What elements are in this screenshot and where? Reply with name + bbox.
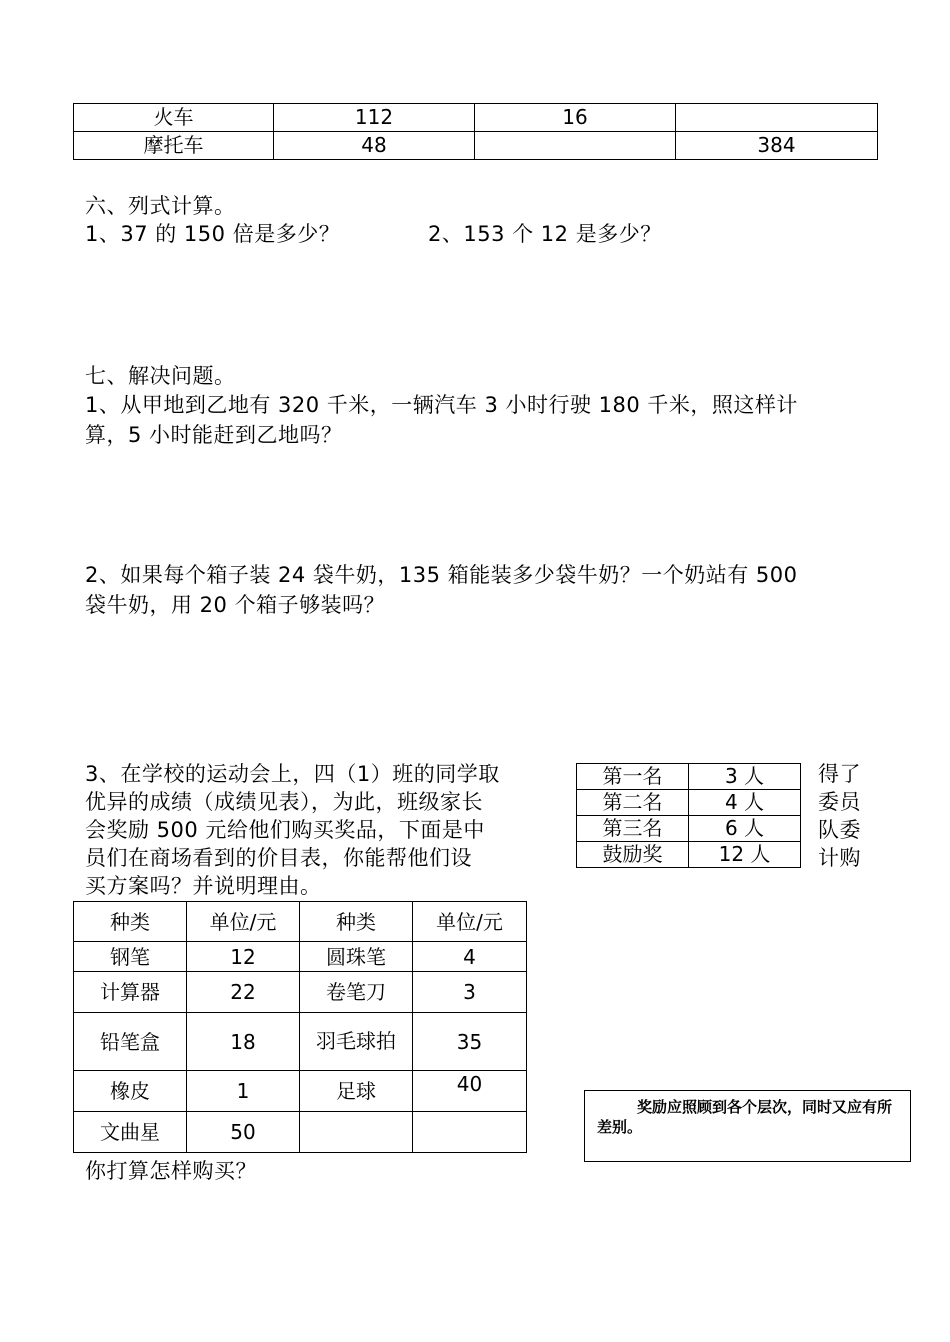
table-row — [74, 972, 527, 1013]
table-cell: 第一名 — [577, 764, 689, 790]
table-cell — [475, 132, 676, 160]
tip-text: 奖励应照顾到各个层次，同时又应有所差别。 — [597, 1098, 893, 1136]
table-row — [577, 764, 801, 790]
table-cell: 铅笔盒 — [74, 1013, 187, 1071]
table-cell: 火车 — [74, 104, 274, 132]
table-cell: 足球 — [300, 1071, 413, 1112]
price-list-table — [73, 901, 527, 1153]
table-cell: 48 — [274, 132, 475, 160]
table-cell: 圆珠笔 — [300, 942, 413, 972]
table-cell — [676, 104, 878, 132]
table-cell: 18 — [187, 1013, 300, 1071]
table-cell: 鼓励奖 — [577, 842, 689, 868]
problem3-question: 你打算怎样购买？ — [85, 1159, 257, 1183]
table-row — [74, 1013, 527, 1071]
tip-box — [584, 1090, 911, 1162]
problem1-line1: 1、从甲地到乙地有 320 千米，一辆汽车 3 小时行驶 180 千米，照这样计 — [85, 393, 798, 417]
table-header-cell: 单位/元 — [187, 902, 300, 942]
award-rank-table — [576, 763, 801, 868]
table-row — [74, 104, 878, 132]
table-cell: 第三名 — [577, 816, 689, 842]
table-cell: 16 — [475, 104, 676, 132]
table-cell: 6 人 — [689, 816, 801, 842]
table-cell: 12 人 — [689, 842, 801, 868]
table-row — [577, 816, 801, 842]
problem3-right-4: 计购 — [818, 846, 861, 870]
problem1-line2: 算，5 小时能赶到乙地吗？ — [85, 423, 343, 447]
table-cell: 40 — [413, 1071, 527, 1112]
table-cell: 35 — [413, 1013, 527, 1071]
table-header-cell: 种类 — [300, 902, 413, 942]
table-row — [74, 942, 527, 972]
table-header-row — [74, 902, 527, 942]
table-cell: 4 人 — [689, 790, 801, 816]
problem2-line1: 2、如果每个箱子装 24 袋牛奶，135 箱能装多少袋牛奶？一个奶站有 500 — [85, 563, 798, 587]
table-cell — [300, 1112, 413, 1153]
table-cell: 112 — [274, 104, 475, 132]
table-cell: 橡皮 — [74, 1071, 187, 1112]
table-header-cell: 单位/元 — [413, 902, 527, 942]
section6-question-2: 2、153 个 12 是多少？ — [428, 222, 662, 246]
table-cell-text: 羽毛球拍 — [316, 1029, 396, 1053]
section7-heading: 七、解决问题。 — [85, 364, 236, 388]
table-cell: 4 — [413, 942, 527, 972]
table-cell: 第二名 — [577, 790, 689, 816]
table-row — [74, 132, 878, 160]
section6-question-1: 1、37 的 150 倍是多少？ — [85, 222, 341, 246]
table-cell: 摩托车 — [74, 132, 274, 160]
table-cell: 384 — [676, 132, 878, 160]
problem3-line1: 3、在学校的运动会上，四（1）班的同学取 — [85, 762, 500, 786]
problem3-line3: 会奖励 500 元给他们购买奖品，下面是中 — [85, 818, 485, 842]
problem3-line4: 员们在商场看到的价目表，你能帮他们设 — [85, 846, 472, 870]
table-cell: 3 人 — [689, 764, 801, 790]
table-cell: 文曲星 — [74, 1112, 187, 1153]
table-cell: 钢笔 — [74, 942, 187, 972]
table-cell: 3 — [413, 972, 527, 1013]
table-cell: 50 — [187, 1112, 300, 1153]
table-cell: 1 — [187, 1071, 300, 1112]
table-cell: 卷笔刀 — [300, 972, 413, 1013]
table-cell: 计算器 — [74, 972, 187, 1013]
problem3-right-3: 队委 — [818, 818, 861, 842]
problem3-right-1: 得了 — [818, 762, 861, 786]
table-row — [577, 790, 801, 816]
problem3-line2: 优异的成绩（成绩见表），为此，班级家长 — [85, 790, 483, 814]
problem3-line5: 买方案吗？并说明理由。 — [85, 874, 322, 898]
vehicle-table — [73, 103, 878, 160]
section6-heading: 六、列式计算。 — [85, 194, 236, 218]
table-cell — [413, 1112, 527, 1153]
table-header-cell: 种类 — [74, 902, 187, 942]
table-row — [74, 1112, 527, 1153]
table-row — [577, 842, 801, 868]
table-cell — [300, 1013, 413, 1071]
table-cell: 12 — [187, 942, 300, 972]
table-row — [74, 1071, 527, 1112]
table-cell: 22 — [187, 972, 300, 1013]
problem2-line2: 袋牛奶，用 20 个箱子够装吗？ — [85, 593, 386, 617]
problem3-right-2: 委员 — [818, 790, 861, 814]
